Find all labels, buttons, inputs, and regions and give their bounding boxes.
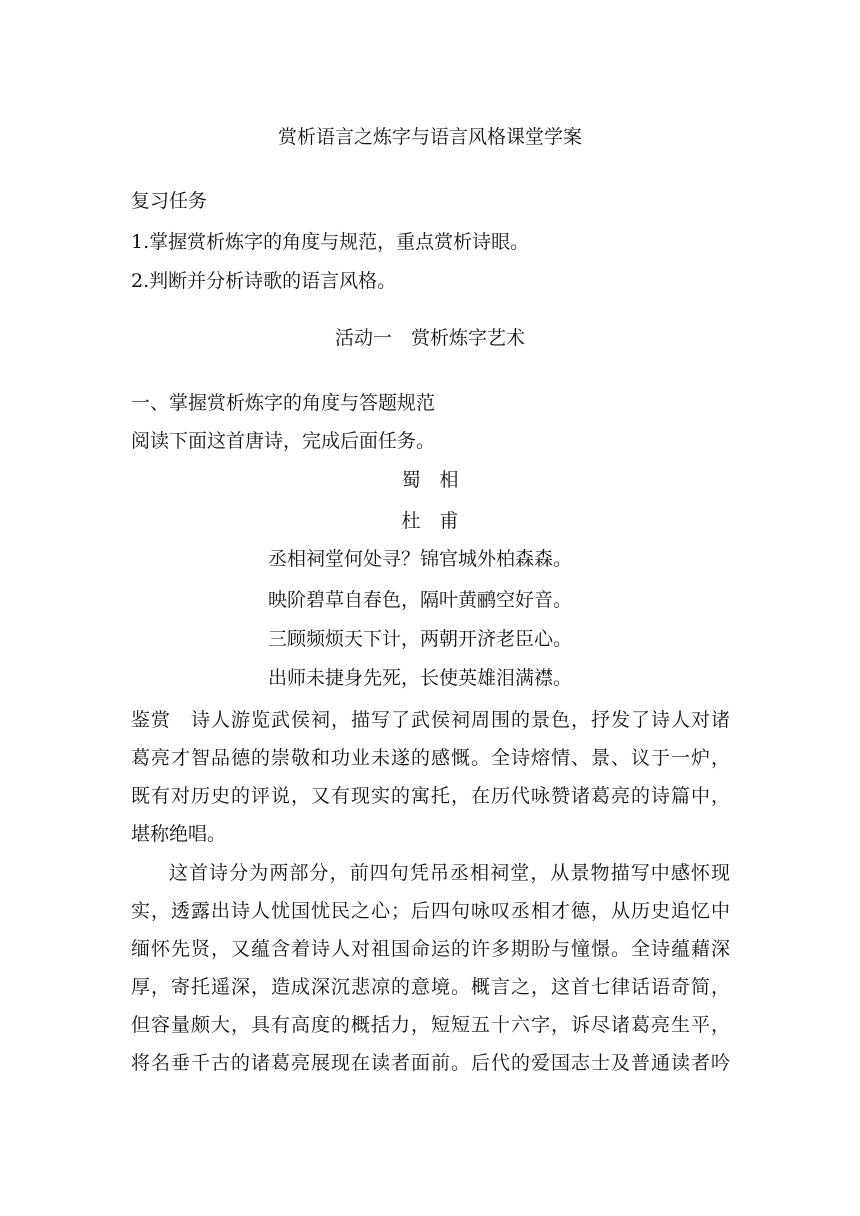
- poem-line-2: 映阶碧草自春色，隔叶黄鹂空好音。: [268, 589, 573, 611]
- analysis-line-2: 实，透露出诗人忧国忧民之心；后四句咏叹丞相才德，从历史追忆中: [131, 900, 730, 922]
- instruction-text: 阅读下面这首唐诗，完成后面任务。: [131, 430, 436, 452]
- poem-line-3: 三顾频烦天下计，两朝开济老臣心。: [268, 628, 573, 650]
- analysis-line-1: 这首诗分为两部分，前四句凭吊丞相祠堂，从景物描写中感怀现: [169, 862, 730, 884]
- activity-title: 活动一 赏析炼字艺术: [334, 327, 525, 349]
- analysis-line-6: 将名垂千古的诸葛亮展现在读者面前。后代的爱国志士及普通读者吟: [131, 1052, 730, 1074]
- review-item-1: 1.掌握赏析炼字的角度与规范，重点赏析诗眼。: [131, 231, 530, 253]
- review-heading: 复习任务: [131, 190, 208, 212]
- poem-title: 蜀 相: [401, 469, 459, 491]
- page-title: 赏析语言之炼字与语言风格课堂学案: [277, 126, 582, 148]
- review-item-2: 2.判断并分析诗歌的语言风格。: [131, 270, 397, 292]
- poem-line-1: 丞相祠堂何处寻？锦官城外柏森森。: [268, 548, 573, 570]
- poem-author: 杜 甫: [401, 510, 459, 532]
- appreciation-line-3: 既有对历史的评说，又有现实的寓托，在历代咏赞诸葛亮的诗篇中，: [131, 785, 730, 807]
- analysis-line-3: 缅怀先贤，又蕴含着诗人对祖国命运的许多期盼与憧憬。全诗蕴藉深: [131, 938, 730, 960]
- appreciation-line-1: 鉴赏 诗人游览武侯祠，描写了武侯祠周围的景色，抒发了诗人对诸: [131, 709, 730, 731]
- appreciation-line-2: 葛亮才智品德的崇敬和功业未遂的感慨。全诗熔情、景、议于一炉，: [131, 747, 730, 769]
- analysis-line-4: 厚，寄托遥深，造成深沉悲凉的意境。概言之，这首七律话语奇简，: [131, 976, 730, 998]
- poem-line-4: 出师未捷身先死，长使英雄泪满襟。: [268, 667, 573, 689]
- appreciation-line-4: 堪称绝唱。: [131, 823, 227, 845]
- analysis-line-5: 但容量颇大，具有高度的概括力，短短五十六字，诉尽诸葛亮生平，: [131, 1014, 730, 1036]
- section-heading: 一、掌握赏析炼字的角度与答题规范: [131, 392, 436, 414]
